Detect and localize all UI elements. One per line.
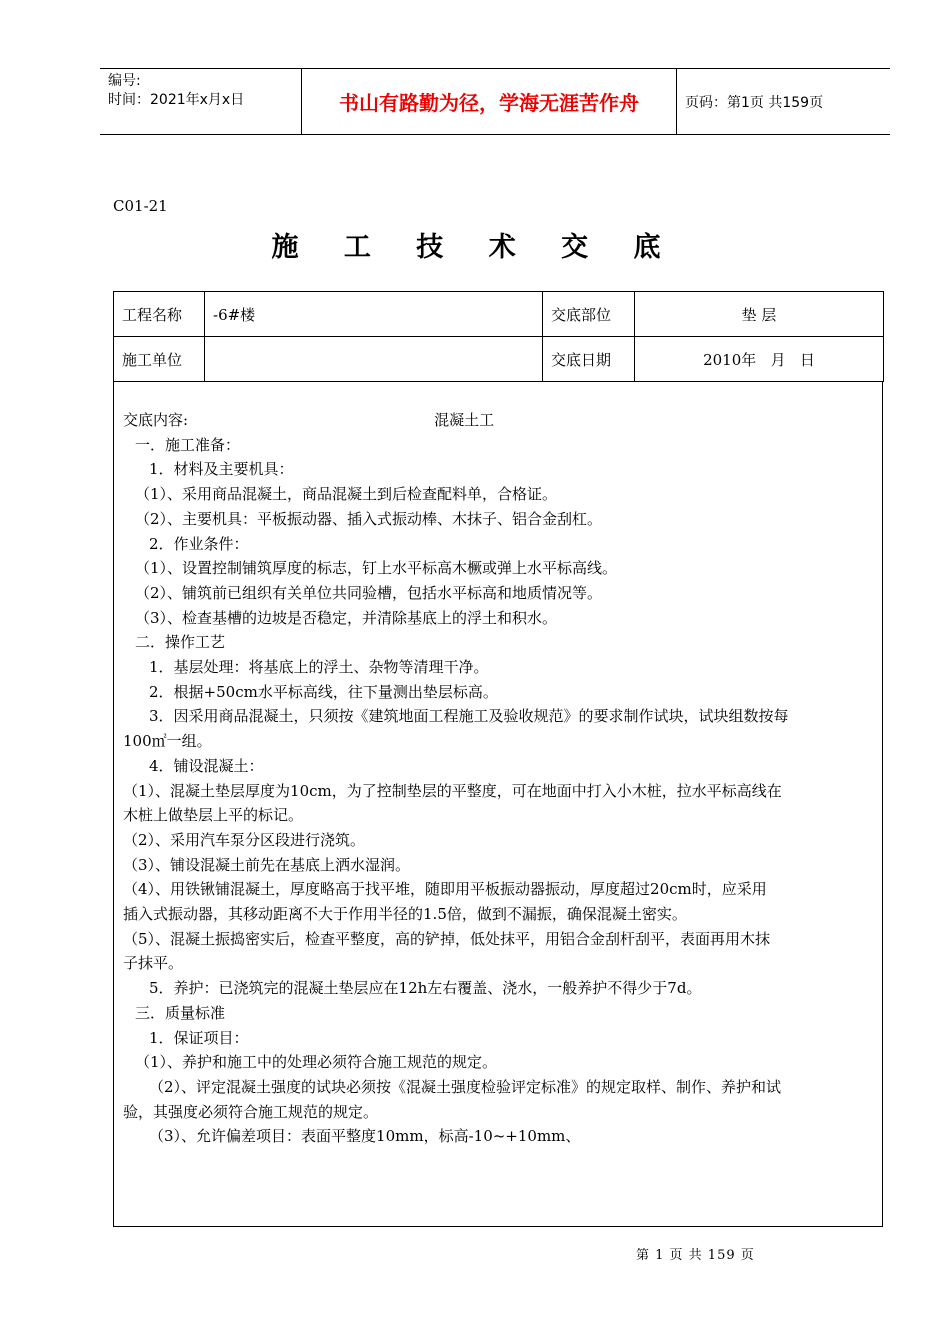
content-line: （5）、混凝土振捣密实后，检查平整度，高的铲掉，低处抹平，用铝合金刮杆刮平，表面再用木抹: [123, 929, 771, 948]
content-line: （3）、允许偏差项目：表面平整度10mm，标高-10~+10mm、: [149, 1127, 581, 1146]
content-line: （1）、混凝土垫层厚度为10cm，为了控制垫层的平整度，可在地面中打入小木桩，拉水平标高线在: [123, 781, 782, 800]
content-line: 2．根据+50cm水平标高线，往下量测出垫层标高。: [149, 682, 498, 701]
date-value: 2010年 月 日: [635, 337, 884, 382]
content-line: （2）、评定混凝土强度的试块必须按《混凝土强度检验评定标准》的规定取样、制作、养护和试: [149, 1077, 782, 1096]
document-title: 施 工 技 术 交 底: [271, 232, 679, 263]
content-line: 一．施工准备：: [135, 435, 241, 454]
content-line: （2）、主要机具：平板振动器、插入式振动棒、木抹子、铝合金刮杠。: [135, 509, 603, 528]
table-row: [114, 337, 884, 382]
content-box: [113, 381, 883, 1227]
content-line: （1）、养护和施工中的处理必须符合施工规范的规定。: [135, 1053, 498, 1072]
table-row: [114, 292, 884, 337]
content-line: （1）、设置控制铺筑厚度的标志，钉上水平标高木橛或弹上水平标高线。: [135, 559, 618, 578]
content-line: 2．作业条件：: [149, 534, 249, 553]
content-line: 验，其强度必须符合施工规范的规定。: [123, 1102, 379, 1121]
content-line: （3）、铺设混凝土前先在基底上洒水湿润。: [123, 855, 411, 874]
unit-value: [205, 337, 543, 382]
header-page-number: 页码：第1页 共159页: [685, 94, 824, 111]
page-header: [100, 68, 890, 135]
content-label: 交底内容:: [123, 411, 189, 429]
content-line: （3）、检查基槽的边坡是否稳定，并清除基底上的浮土和积水。: [135, 608, 558, 627]
content-line: （2）、采用汽车泵分区段进行浇筑。: [123, 830, 366, 849]
header-motto: 书山有路勤为径，学海无涯苦作舟: [302, 69, 677, 134]
content-line: 二．操作工艺: [135, 633, 226, 652]
unit-label: 施工单位: [114, 337, 205, 382]
info-table: [113, 291, 884, 382]
content-line: （1）、采用商品混凝土，商品混凝土到后检查配料单，合格证。: [135, 485, 558, 504]
project-name-value: -6#楼: [205, 292, 543, 337]
project-name-label: 工程名称: [114, 292, 205, 337]
header-meta: [100, 69, 302, 134]
content-line: 100㎡一组。: [123, 732, 212, 751]
content-heading: [123, 408, 874, 433]
document-code: C01-21: [113, 197, 168, 215]
number-label: 编号:: [108, 73, 141, 89]
date-label: 交底日期: [543, 337, 635, 382]
content-line: 子抹平。: [123, 954, 184, 973]
location-label: 交底部位: [543, 292, 635, 337]
content-line: （2）、铺筑前已组织有关单位共同验槽，包括水平标高和地质情况等。: [135, 583, 603, 602]
content-line: （4）、用铁锹铺混凝土，厚度略高于找平堆，随即用平板振动器振动，厚度超过20cm时，应采用: [123, 880, 767, 899]
content-line: 1．材料及主要机具：: [149, 460, 294, 479]
content-line: 木桩上做垫层上平的标记。: [123, 806, 304, 825]
time-label: 时间：2021年x月x日: [108, 92, 245, 108]
content-line: 1．保证项目：: [149, 1028, 249, 1047]
content-line: 插入式振动器，其移动距离不大于作用半径的1.5倍，做到不漏振，确保混凝土密实。: [123, 905, 687, 924]
content-line: 5．养护：已浇筑完的混凝土垫层应在12h左右覆盖、浇水，一般养护不得少于7d。: [149, 979, 702, 998]
content-title: 混凝土工: [434, 411, 495, 429]
content-line: 1．基层处理：将基底上的浮土、杂物等清理干净。: [149, 658, 489, 677]
page-footer: 第 1 页 共 159 页: [636, 1248, 755, 1263]
content-line: 3．因采用商品混凝土，只须按《建筑地面工程施工及验收规范》的要求制作试块，试块组数按每: [149, 707, 789, 726]
content-line: 三．质量标准: [135, 1003, 226, 1022]
location-value: 垫 层: [635, 292, 884, 337]
content-line: 4．铺设混凝土：: [149, 756, 264, 775]
